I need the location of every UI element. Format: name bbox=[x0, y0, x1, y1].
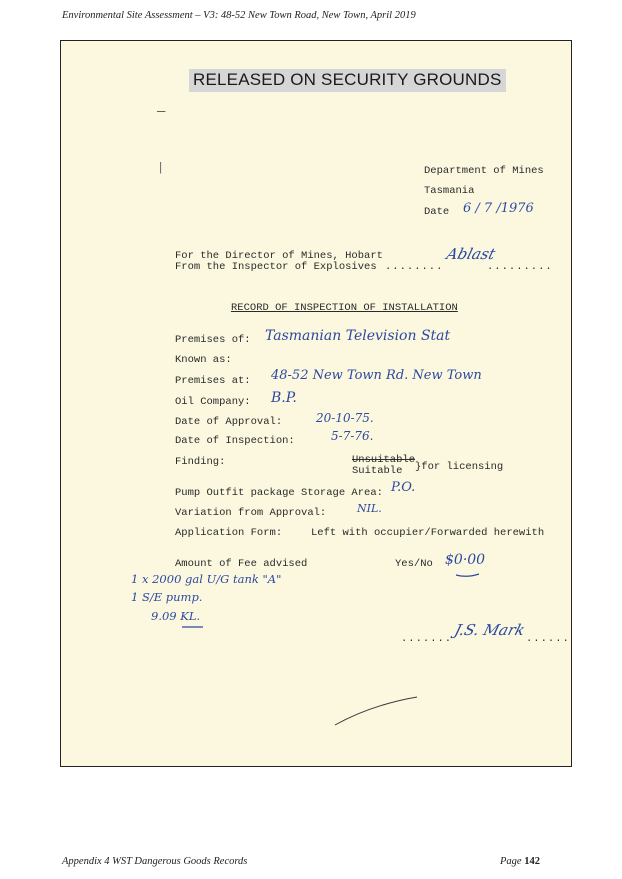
date-of-inspection-label: Date of Inspection: bbox=[175, 435, 295, 447]
finding-label: Finding: bbox=[175, 456, 226, 468]
routing-dots: ........ bbox=[385, 261, 444, 273]
date-of-approval-value: 20-10-75. bbox=[316, 411, 374, 425]
pump-outfit-label: Pump Outfit package Storage Area: bbox=[175, 487, 383, 499]
fee-yes-no: Yes/No bbox=[395, 558, 433, 570]
routing-to: For the Director of Mines, Hobart bbox=[175, 250, 383, 262]
premises-at-label: Premises at: bbox=[175, 375, 251, 387]
application-form-label: Application Form: bbox=[175, 527, 283, 539]
date-label: Date bbox=[424, 206, 450, 218]
note-line-1: 1 x 2000 gal U/G tank "A" bbox=[131, 572, 282, 586]
fee-label: Amount of Fee advised bbox=[175, 558, 308, 570]
routing-signature: Ablast bbox=[444, 245, 498, 263]
date-of-inspection-value: 5-7-76. bbox=[331, 429, 374, 443]
state-name: Tasmania bbox=[424, 185, 475, 197]
record-title: RECORD OF INSPECTION OF INSTALLATION bbox=[231, 302, 458, 314]
routing-from: From the Inspector of Explosives bbox=[175, 261, 377, 273]
note-line-2: 1 S/E pump. bbox=[131, 590, 203, 604]
application-form-value: Left with occupier/Forwarded herewith bbox=[311, 527, 545, 539]
premises-of-label: Premises of: bbox=[175, 334, 251, 346]
premises-of-value: Tasmanian Television Stat bbox=[265, 328, 451, 344]
department-name: Department of Mines bbox=[424, 165, 544, 177]
oil-company-label: Oil Company: bbox=[175, 396, 251, 408]
premises-at-value: 48-52 New Town Rd. New Town bbox=[271, 368, 482, 383]
known-as-label: Known as: bbox=[175, 354, 232, 366]
inspector-signature: J.S. Mark bbox=[452, 621, 527, 639]
margin-mark: | bbox=[157, 161, 165, 175]
pen-stroke bbox=[331, 691, 421, 731]
fee-amount: $0·00 bbox=[445, 552, 486, 568]
fee-underline bbox=[455, 572, 481, 578]
scanned-document bbox=[60, 40, 572, 767]
routing-dots: ......... bbox=[487, 261, 553, 273]
page-number: 142 bbox=[524, 856, 540, 867]
security-stamp: RELEASED ON SECURITY GROUNDS bbox=[189, 69, 506, 92]
pump-outfit-value: P.O. bbox=[391, 480, 416, 495]
variation-value: NIL. bbox=[357, 502, 382, 515]
page-label: Page bbox=[500, 856, 522, 867]
date-value: 6 / 7 /1976 bbox=[463, 201, 534, 216]
finding-suitable: Suitable bbox=[352, 465, 403, 477]
footer-appendix: Appendix 4 WST Dangerous Goods Records bbox=[62, 856, 248, 867]
finding-unsuitable: Unsuitable bbox=[352, 454, 416, 466]
page-header: Environmental Site Assessment – V3: 48-52 New Town Road, New Town, April 2019 bbox=[62, 10, 416, 21]
variation-label: Variation from Approval: bbox=[175, 507, 327, 519]
oil-company-value: B.P. bbox=[271, 390, 297, 406]
footer-page bbox=[500, 856, 540, 867]
signature-dots: ....... bbox=[401, 633, 453, 645]
margin-mark: — bbox=[157, 104, 166, 120]
signature-dots: ...... bbox=[526, 633, 570, 645]
note-underline bbox=[181, 624, 205, 630]
date-of-approval-label: Date of Approval: bbox=[175, 416, 283, 428]
finding-for-licensing: }for licensing bbox=[415, 461, 504, 473]
note-line-3: 9.09 KL. bbox=[151, 609, 201, 623]
